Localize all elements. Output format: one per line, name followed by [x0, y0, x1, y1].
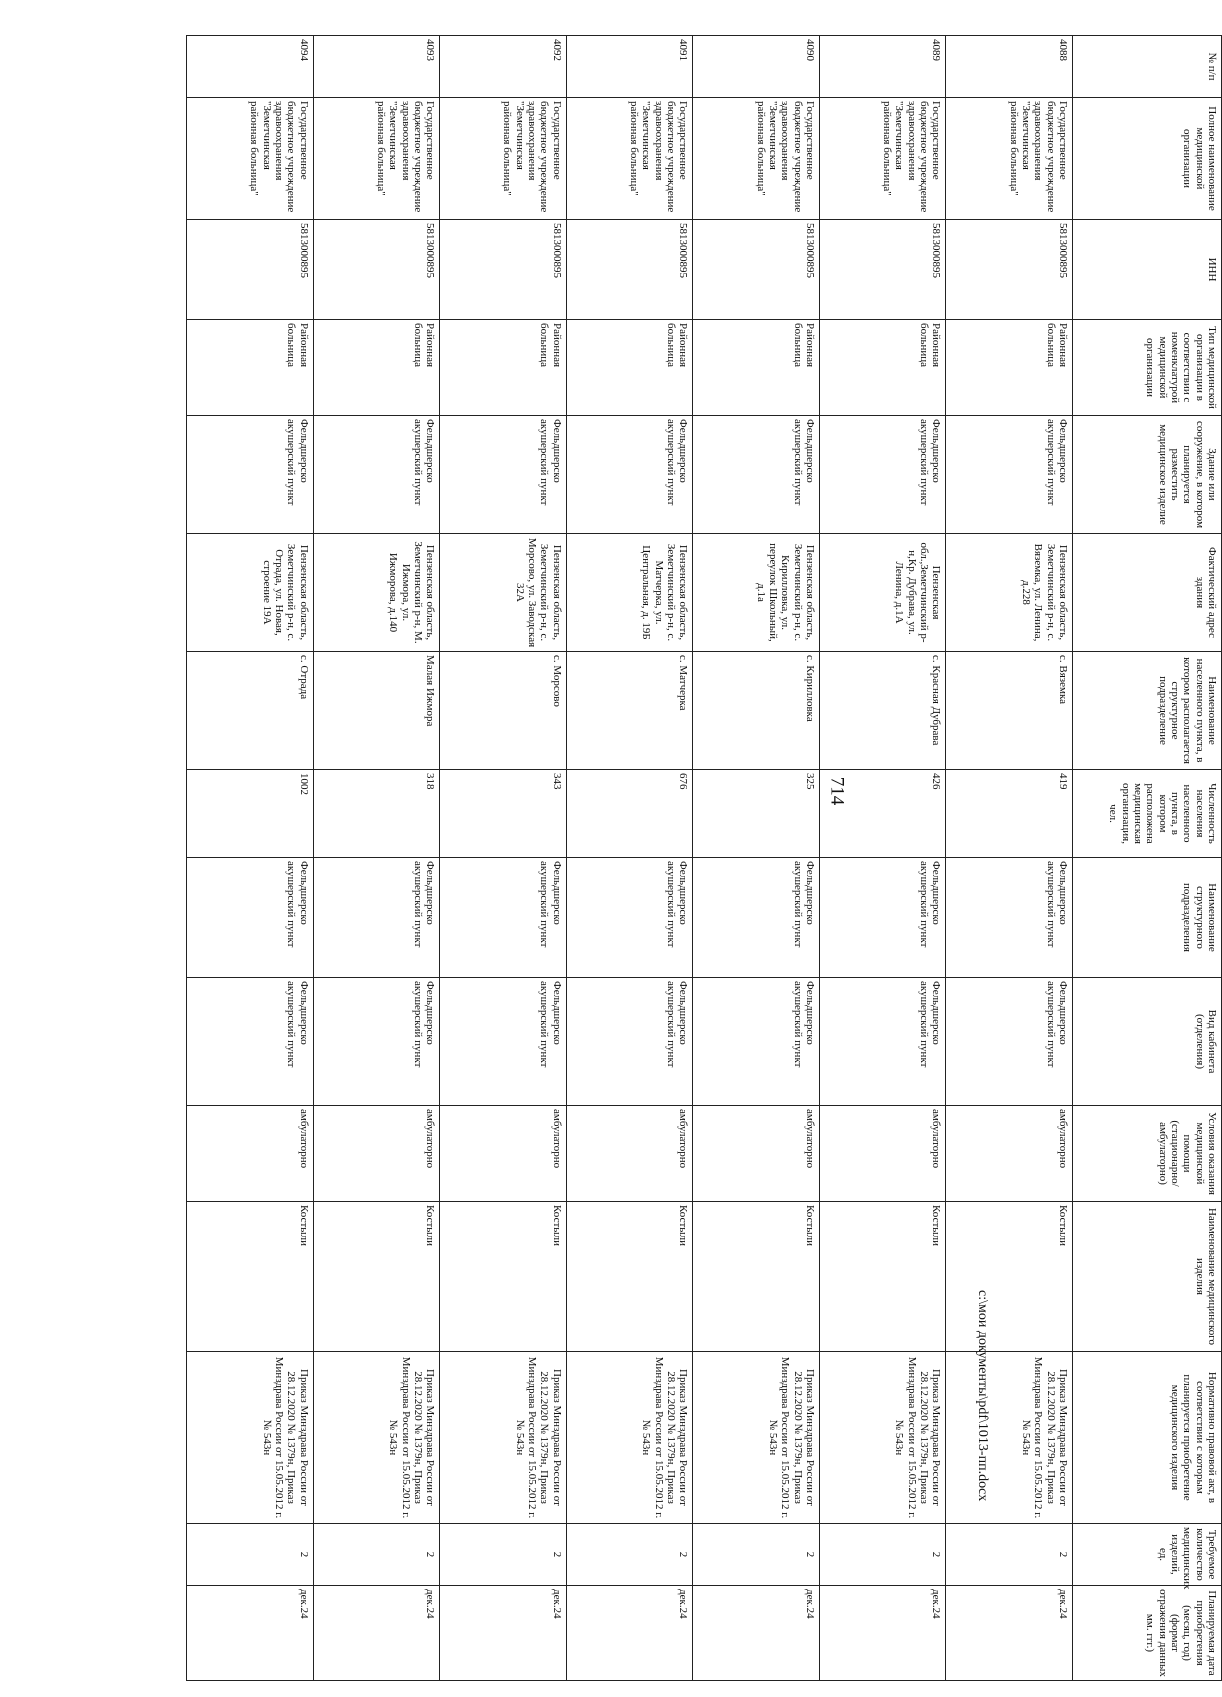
- page-number: 714: [826, 776, 848, 806]
- cell-building: Фельдшерско акушерский пункт: [440, 416, 567, 534]
- cell-org-name: Государственное бюджетное учреждение здравоохранения "Земетчинская районная больница": [313, 98, 440, 220]
- cell-quantity: 2: [946, 1524, 1073, 1586]
- cell-org-type: Районная больница: [566, 320, 693, 416]
- cell-device-name: Костыли: [313, 1202, 440, 1352]
- cell-building: Фельдшерско акушерский пункт: [313, 416, 440, 534]
- cell-cabinet-type: Фельдшерско акушерский пункт: [566, 978, 693, 1106]
- cell-quantity: 2: [819, 1524, 946, 1586]
- cell-org-name: Государственное бюджетное учреждение здравоохранения "Земетчинская районная больница": [946, 98, 1073, 220]
- cell-inn: 5813000895: [566, 220, 693, 320]
- footer-file-path-text: c:\мои документы\pdf\1013-пп.docx: [975, 1290, 990, 1502]
- cell-quantity: 2: [566, 1524, 693, 1586]
- header-cell: Планируемая дата приобретения (месяц, год) (формат отражения данных мм. ггг.): [1073, 1586, 1222, 1681]
- table-row: [693, 36, 820, 1681]
- table-row: [313, 36, 440, 1681]
- cell-purchase-date: дек.24: [693, 1586, 820, 1681]
- equipment-table: [186, 35, 1222, 1681]
- table-row: [819, 36, 946, 1681]
- cell-address: Пензенская обл.,Земетчинский р-н,Кр. Дубрава, ул. Ленина, д.1А: [819, 534, 946, 652]
- cell-purchase-date: дек.24: [819, 1586, 946, 1681]
- cell-department-name: Фельдшерско акушерский пункт: [187, 858, 314, 978]
- header-cell: Фактический адрес здания: [1073, 534, 1222, 652]
- cell-inn: 5813000895: [187, 220, 314, 320]
- cell-quantity: 2: [440, 1524, 567, 1586]
- cell-device-name: Костыли: [946, 1202, 1073, 1352]
- cell-department-name: Фельдшерско акушерский пункт: [440, 858, 567, 978]
- header-row: [1073, 36, 1222, 1681]
- header-cell: Нормативно правовой акт, в соответствии с которым планируется приобретение медицинского изделия: [1073, 1352, 1222, 1524]
- cell-population: 419: [946, 770, 1073, 858]
- cell-care-conditions: амбулаторно: [819, 1106, 946, 1202]
- cell-org-type: Районная больница: [693, 320, 820, 416]
- cell-settlement: с. Кирилловка: [693, 652, 820, 770]
- cell-org-type: Районная больница: [187, 320, 314, 416]
- cell-building: Фельдшерско акушерский пункт: [566, 416, 693, 534]
- cell-quantity: 2: [187, 1524, 314, 1586]
- cell-legal-act: Приказ Минздрава России от 28.12.2020 № 1379н, Приказ Минздрава России от 15.05.2012 г. № 543н: [946, 1352, 1073, 1524]
- cell-row-number: 4091: [566, 36, 693, 98]
- cell-settlement: с. Морсово: [440, 652, 567, 770]
- cell-address: Пензенская область, Земетчинский р-н, с. Морсово, ул. Заводская 32А: [440, 534, 567, 652]
- cell-org-name: Государственное бюджетное учреждение здравоохранения "Земетчинская районная больница": [187, 98, 314, 220]
- cell-cabinet-type: Фельдшерско акушерский пункт: [187, 978, 314, 1106]
- cell-device-name: Костыли: [693, 1202, 820, 1352]
- table-row: [187, 36, 314, 1681]
- cell-building: Фельдшерско акушерский пункт: [187, 416, 314, 534]
- cell-device-name: Костыли: [566, 1202, 693, 1352]
- cell-org-name: Государственное бюджетное учреждение здравоохранения "Земетчинская районная больница": [566, 98, 693, 220]
- cell-population: 426: [819, 770, 946, 858]
- cell-settlement: Малая Ижмора: [313, 652, 440, 770]
- cell-inn: 5813000895: [819, 220, 946, 320]
- cell-purchase-date: дек.24: [566, 1586, 693, 1681]
- cell-device-name: Костыли: [187, 1202, 314, 1352]
- cell-quantity: 2: [313, 1524, 440, 1586]
- cell-department-name: Фельдшерско акушерский пункт: [819, 858, 946, 978]
- cell-inn: 5813000895: [946, 220, 1073, 320]
- cell-legal-act: Приказ Минздрава России от 28.12.2020 № 1379н, Приказ Минздрава России от 15.05.2012 г. № 543н: [819, 1352, 946, 1524]
- table-row: [440, 36, 567, 1681]
- cell-device-name: Костыли: [819, 1202, 946, 1352]
- cell-legal-act: Приказ Минздрава России от 28.12.2020 № 1379н, Приказ Минздрава России от 15.05.2012 г. № 543н: [313, 1352, 440, 1524]
- cell-org-name: Государственное бюджетное учреждение здравоохранения "Земетчинская районная больница": [440, 98, 567, 220]
- cell-row-number: 4093: [313, 36, 440, 98]
- cell-address: Пензенская область, Земетчинский р-н, М. Ижмора, ул. Ижморова, д.140: [313, 534, 440, 652]
- cell-org-name: Государственное бюджетное учреждение здравоохранения "Земетчинская районная больница": [819, 98, 946, 220]
- cell-population: 318: [313, 770, 440, 858]
- cell-cabinet-type: Фельдшерско акушерский пункт: [313, 978, 440, 1106]
- cell-population: 325: [693, 770, 820, 858]
- cell-care-conditions: амбулаторно: [440, 1106, 567, 1202]
- cell-row-number: 4089: [819, 36, 946, 98]
- header-cell: Наименование структурного подразделения: [1073, 858, 1222, 978]
- cell-quantity: 2: [693, 1524, 820, 1586]
- cell-address: Пензенская область, Земетчинский р-н, с. Вяземка, ул. Ленина, д.228: [946, 534, 1073, 652]
- cell-cabinet-type: Фельдшерско акушерский пункт: [440, 978, 567, 1106]
- cell-building: Фельдшерско акушерский пункт: [946, 416, 1073, 534]
- cell-purchase-date: дек.24: [440, 1586, 567, 1681]
- cell-settlement: с. Вяземка: [946, 652, 1073, 770]
- cell-settlement: с. Матчерка: [566, 652, 693, 770]
- cell-cabinet-type: Фельдшерско акушерский пункт: [946, 978, 1073, 1106]
- table-row: [566, 36, 693, 1681]
- header-cell: Условия оказания медицинской помощи (стационарно/ амбулаторно): [1073, 1106, 1222, 1202]
- cell-department-name: Фельдшерско акушерский пункт: [946, 858, 1073, 978]
- cell-row-number: 4094: [187, 36, 314, 98]
- cell-building: Фельдшерско акушерский пункт: [819, 416, 946, 534]
- cell-row-number: 4090: [693, 36, 820, 98]
- cell-org-type: Районная больница: [819, 320, 946, 416]
- cell-care-conditions: амбулаторно: [187, 1106, 314, 1202]
- cell-row-number: 4088: [946, 36, 1073, 98]
- cell-org-type: Районная больница: [313, 320, 440, 416]
- cell-address: Пензенская область, Земетчинский р-н, с. Отрада, ул. Новая, строение 19А: [187, 534, 314, 652]
- cell-org-type: Районная больница: [440, 320, 567, 416]
- table-body: [187, 36, 1073, 1681]
- cell-address: Пензенская область, Земетчинский р-н, с. Матчерка, ул. Центральная, д. 19Б: [566, 534, 693, 652]
- cell-inn: 5813000895: [440, 220, 567, 320]
- header-cell: Требуемое количество медицинских изделий, ед.: [1073, 1524, 1222, 1586]
- cell-settlement: с. Отрада: [187, 652, 314, 770]
- cell-inn: 5813000895: [313, 220, 440, 320]
- cell-care-conditions: амбулаторно: [693, 1106, 820, 1202]
- cell-purchase-date: дек.24: [946, 1586, 1073, 1681]
- cell-legal-act: Приказ Минздрава России от 28.12.2020 № 1379н, Приказ Минздрава России от 15.05.2012 г. № 543н: [566, 1352, 693, 1524]
- header-cell: Здание или сооружение, в котором планируется разместить медицинское изделие: [1073, 416, 1222, 534]
- header-cell: ИНН: [1073, 220, 1222, 320]
- cell-device-name: Костыли: [440, 1202, 567, 1352]
- cell-population: 676: [566, 770, 693, 858]
- cell-cabinet-type: Фельдшерско акушерский пункт: [693, 978, 820, 1106]
- cell-population: 1002: [187, 770, 314, 858]
- cell-building: Фельдшерско акушерский пункт: [693, 416, 820, 534]
- cell-org-name: Государственное бюджетное учреждение здравоохранения "Земетчинская районная больница": [693, 98, 820, 220]
- cell-address: Пензенская область, Земетчинский р-н, с. Кирилловка, ул. переулок Школьный, д.1а: [693, 534, 820, 652]
- cell-care-conditions: амбулаторно: [313, 1106, 440, 1202]
- header-cell: Наименование медицинского изделия: [1073, 1202, 1222, 1352]
- cell-care-conditions: амбулаторно: [566, 1106, 693, 1202]
- cell-row-number: 4092: [440, 36, 567, 98]
- cell-inn: 5813000895: [693, 220, 820, 320]
- cell-settlement: с. Красная Дубрава: [819, 652, 946, 770]
- header-cell: Тип медицинской организации в соответствии с номенклатурой медицинской организации: [1073, 320, 1222, 416]
- cell-legal-act: Приказ Минздрава России от 28.12.2020 № 1379н, Приказ Минздрава России от 15.05.2012 г. № 543н: [693, 1352, 820, 1524]
- header-cell: Наименование населенного пункта, в котором располагается структурное подразделение: [1073, 652, 1222, 770]
- header-cell: Численность населения населенного пункта, в котором расположена медицинская организация, чел.: [1073, 770, 1222, 858]
- header-cell: Полное наименование медицинской организации: [1073, 98, 1222, 220]
- cell-population: 343: [440, 770, 567, 858]
- cell-department-name: Фельдшерско акушерский пункт: [566, 858, 693, 978]
- header-cell: № п/п: [1073, 36, 1222, 98]
- cell-purchase-date: дек.24: [187, 1586, 314, 1681]
- cell-purchase-date: дек.24: [313, 1586, 440, 1681]
- cell-care-conditions: амбулаторно: [946, 1106, 1073, 1202]
- cell-cabinet-type: Фельдшерско акушерский пункт: [819, 978, 946, 1106]
- table-header: [1073, 36, 1222, 1681]
- header-cell: Вид кабинета (отделения): [1073, 978, 1222, 1106]
- cell-department-name: Фельдшерско акушерский пункт: [693, 858, 820, 978]
- cell-department-name: Фельдшерско акушерский пункт: [313, 858, 440, 978]
- cell-legal-act: Приказ Минздрава России от 28.12.2020 № 1379н, Приказ Минздрава России от 15.05.2012 г. № 543н: [187, 1352, 314, 1524]
- cell-legal-act: Приказ Минздрава России от 28.12.2020 № 1379н, Приказ Минздрава России от 15.05.2012 г. № 543н: [440, 1352, 567, 1524]
- table-row: [946, 36, 1073, 1681]
- cell-org-type: Районная больница: [946, 320, 1073, 416]
